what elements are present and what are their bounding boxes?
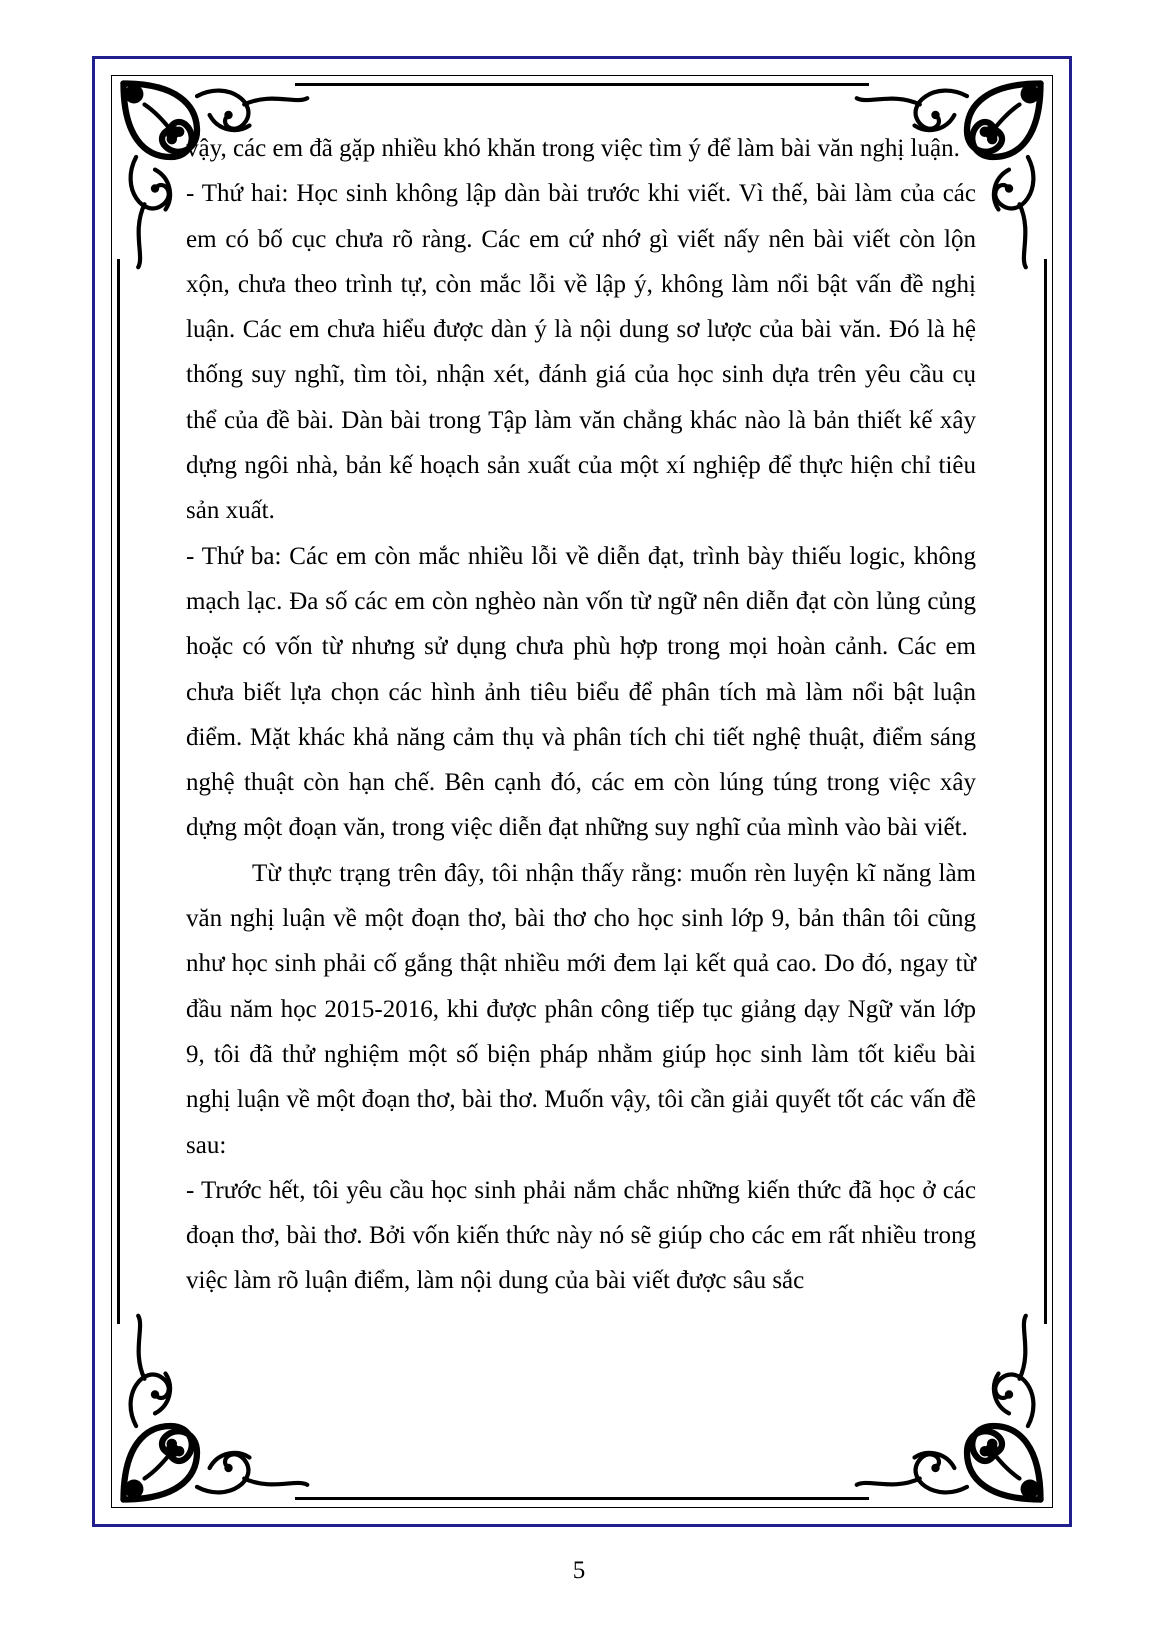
corner-ornament-icon [113, 1300, 323, 1510]
paragraph-5: - Trước hết, tôi yêu cầu học sinh phải nắm chắc những kiến thức đã học ở các đoạn thơ, bài thơ. Bởi vốn kiến thức này nó sẽ giúp cho các em rất nhiều trong việc làm rõ luận điểm, làm nội dung của bài viết được sâu sắc [186, 1176, 976, 1295]
left-rule [117, 259, 120, 1324]
paragraph-1: vậy, các em đã gặp nhiều khó khăn trong việc tìm ý để làm bài văn nghị luận. [186, 135, 960, 162]
corner-ornament-icon [841, 1300, 1051, 1510]
document-body [186, 126, 976, 1304]
right-rule [1044, 259, 1047, 1324]
page-number: 5 [572, 1557, 586, 1584]
paragraph-3: - Thứ ba: Các em còn mắc nhiều lỗi về diễn đạt, trình bày thiếu logic, không mạch lạc. Đa số các em còn nghèo nàn vốn từ ngữ nên diễn đạt còn lủng củng hoặc có vốn từ nhưng sử dụng chưa phù hợp trong mọi hoàn cảnh. Các em chưa biết lựa chọn các hình ảnh tiêu biểu để phân tích mà làm nổi bật luận điểm. Mặt khác khả năng cảm thụ và phân tích chi tiết nghệ thuật, điểm sáng nghệ thuật còn hạn chế. Bên cạnh đó, các em còn lúng túng trong việc xây dựng một đoạn văn, trong việc diễn đạt những suy nghĩ của mình vào bài viết. [186, 542, 976, 842]
bottom-rule [295, 1497, 869, 1500]
top-rule [295, 83, 869, 86]
paragraph-4: Từ thực trạng trên đây, tôi nhận thấy rằng: muốn rèn luyện kĩ năng làm văn nghị luận về một đoạn thơ, bài thơ cho học sinh lớp 9, bản thân tôi cũng như học sinh phải cố gắng thật nhiều mới đem lại kết quả cao. Do đó, ngay từ đầu năm học 2015-2016, khi được phân công tiếp tục giảng dạy Ngữ văn lớp 9, tôi đã thử nghiệm một số biện pháp nhằm giúp học sinh làm tốt kiểu bài nghị luận về một đoạn thơ, bài thơ. Muốn vậy, tôi cần giải quyết tốt các vấn đề sau: [186, 859, 976, 1159]
paragraph-2: - Thứ hai: Học sinh không lập dàn bài trước khi viết. Vì thế, bài làm của các em có bố cục chưa rõ ràng. Các em cứ nhớ gì viết nấy nên bài viết còn lộn xộn, chưa theo trình tự, còn mắc lỗi về lập ý, không làm nổi bật vấn đề nghị luận. Các em chưa hiểu được dàn ý là nội dung sơ lược của bài văn. Đó là hệ thống suy nghĩ, tìm tòi, nhận xét, đánh giá của học sinh dựa trên yêu cầu cụ thể của đề bài. Dàn bài trong Tập làm văn chẳng khác nào là bản thiết kế xây dựng ngôi nhà, bản kế hoạch sản xuất của một xí nghiệp để thực hiện chỉ tiêu sản xuất. [186, 180, 976, 525]
